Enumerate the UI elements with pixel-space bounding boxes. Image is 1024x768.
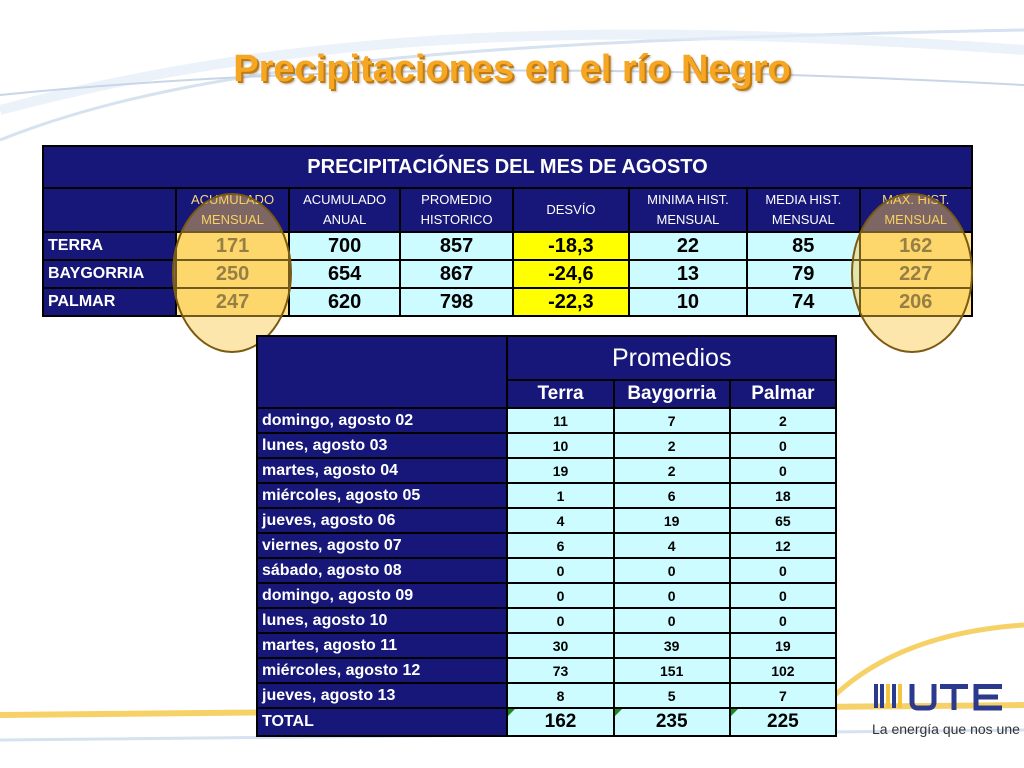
table-cell: 2 [614, 433, 730, 458]
column-header: ACUMULADO ANUAL [289, 188, 400, 232]
column-header: MEDIA HIST. MENSUAL [747, 188, 859, 232]
table-cell: 65 [730, 508, 836, 533]
table-cell: 19 [507, 458, 613, 483]
row-label: martes, agosto 04 [257, 458, 507, 483]
table-cell: 4 [507, 508, 613, 533]
column-header: Baygorria [614, 380, 730, 408]
table-cell: 0 [614, 583, 730, 608]
table-cell: 0 [730, 608, 836, 633]
total-row [257, 708, 836, 736]
table-caption: PRECIPITACIÓNES DEL MES DE AGOSTO [43, 146, 972, 188]
column-header: DESVÍO [513, 188, 629, 232]
table-cell: 0 [507, 558, 613, 583]
column-header: Terra [507, 380, 613, 408]
table-cell: 18 [730, 483, 836, 508]
row-label: sábado, agosto 08 [257, 558, 507, 583]
table-cell: 0 [730, 583, 836, 608]
error-indicator-icon [731, 709, 738, 716]
table-row [257, 458, 836, 483]
table-row [257, 658, 836, 683]
table-cell: 1 [507, 483, 613, 508]
table-cell: 10 [507, 433, 613, 458]
total-cell: 162 [507, 708, 613, 736]
ute-logo [872, 680, 1020, 737]
table-cell: 7 [730, 683, 836, 708]
row-label: TERRA [43, 232, 176, 260]
table-cell: 227 [860, 260, 973, 288]
total-cell: 225 [730, 708, 836, 736]
table-cell: 206 [860, 288, 973, 316]
table-row [257, 583, 836, 608]
table-cell: 19 [730, 633, 836, 658]
error-indicator-icon [508, 709, 515, 716]
row-label: PALMAR [43, 288, 176, 316]
table-cell: 0 [614, 558, 730, 583]
table-cell: 7 [614, 408, 730, 433]
table-cell: 19 [614, 508, 730, 533]
table-cell: 39 [614, 633, 730, 658]
logo-tagline: La energía que nos une [872, 721, 1020, 737]
table-row [257, 633, 836, 658]
table-row [257, 433, 836, 458]
table-row [257, 558, 836, 583]
page-title: Precipitaciones en el río Negro [233, 48, 791, 90]
table-cell: 0 [730, 458, 836, 483]
table-cell: 867 [400, 260, 513, 288]
row-label: viernes, agosto 07 [257, 533, 507, 558]
table-cell: 79 [747, 260, 859, 288]
table-row [257, 683, 836, 708]
table-cell: 0 [730, 558, 836, 583]
table-cell: 171 [176, 232, 289, 260]
table-cell: -18,3 [513, 232, 629, 260]
table-row [257, 533, 836, 558]
column-header: PROMEDIO HISTORICO [400, 188, 513, 232]
highlight-ellipse-left [172, 193, 292, 353]
row-label: domingo, agosto 09 [257, 583, 507, 608]
table-cell: 700 [289, 232, 400, 260]
highlight-ellipse-right [851, 193, 973, 353]
column-header: Palmar [730, 380, 836, 408]
table-cell: 620 [289, 288, 400, 316]
table-cell: 12 [730, 533, 836, 558]
table-cell: -22,3 [513, 288, 629, 316]
column-header: ACUMULADO MENSUAL [176, 188, 289, 232]
table-cell: 857 [400, 232, 513, 260]
table-cell: 0 [730, 433, 836, 458]
row-label: miércoles, agosto 12 [257, 658, 507, 683]
total-cell: 235 [614, 708, 730, 736]
table-cell: 0 [614, 608, 730, 633]
total-label: TOTAL [257, 708, 507, 736]
table-cell: 0 [507, 608, 613, 633]
row-label: jueves, agosto 06 [257, 508, 507, 533]
row-label: lunes, agosto 03 [257, 433, 507, 458]
table-row [257, 408, 836, 433]
corner-cell [43, 188, 176, 232]
table-cell: 2 [614, 458, 730, 483]
table-row [257, 508, 836, 533]
table-cell: 4 [614, 533, 730, 558]
table-cell: 11 [507, 408, 613, 433]
table-cell: 162 [860, 232, 973, 260]
table-cell: 85 [747, 232, 859, 260]
daily-averages-table [256, 335, 837, 737]
table-cell: 151 [614, 658, 730, 683]
table-cell: 2 [730, 408, 836, 433]
column-header: MINIMA HIST. MENSUAL [629, 188, 747, 232]
table-cell: 6 [507, 533, 613, 558]
table-cell: 74 [747, 288, 859, 316]
corner-cell [257, 336, 507, 408]
row-label: jueves, agosto 13 [257, 683, 507, 708]
table-cell: 798 [400, 288, 513, 316]
table-cell: 30 [507, 633, 613, 658]
table-cell: 0 [507, 583, 613, 608]
row-label: miércoles, agosto 05 [257, 483, 507, 508]
group-header: Promedios [507, 336, 836, 380]
table-cell: 6 [614, 483, 730, 508]
column-header: MAX. HIST. MENSUAL [860, 188, 973, 232]
row-label: BAYGORRIA [43, 260, 176, 288]
ute-logo-mark-icon [872, 680, 1006, 712]
table-cell: 5 [614, 683, 730, 708]
table-cell: 22 [629, 232, 747, 260]
table-cell: 250 [176, 260, 289, 288]
table-cell: 247 [176, 288, 289, 316]
row-label: lunes, agosto 10 [257, 608, 507, 633]
table-cell: 10 [629, 288, 747, 316]
error-indicator-icon [615, 709, 622, 716]
table-cell: -24,6 [513, 260, 629, 288]
row-label: domingo, agosto 02 [257, 408, 507, 433]
table-cell: 102 [730, 658, 836, 683]
table-cell: 73 [507, 658, 613, 683]
table-cell: 654 [289, 260, 400, 288]
table-cell: 13 [629, 260, 747, 288]
table-row [257, 608, 836, 633]
table-row [257, 483, 836, 508]
row-label: martes, agosto 11 [257, 633, 507, 658]
table-cell: 8 [507, 683, 613, 708]
